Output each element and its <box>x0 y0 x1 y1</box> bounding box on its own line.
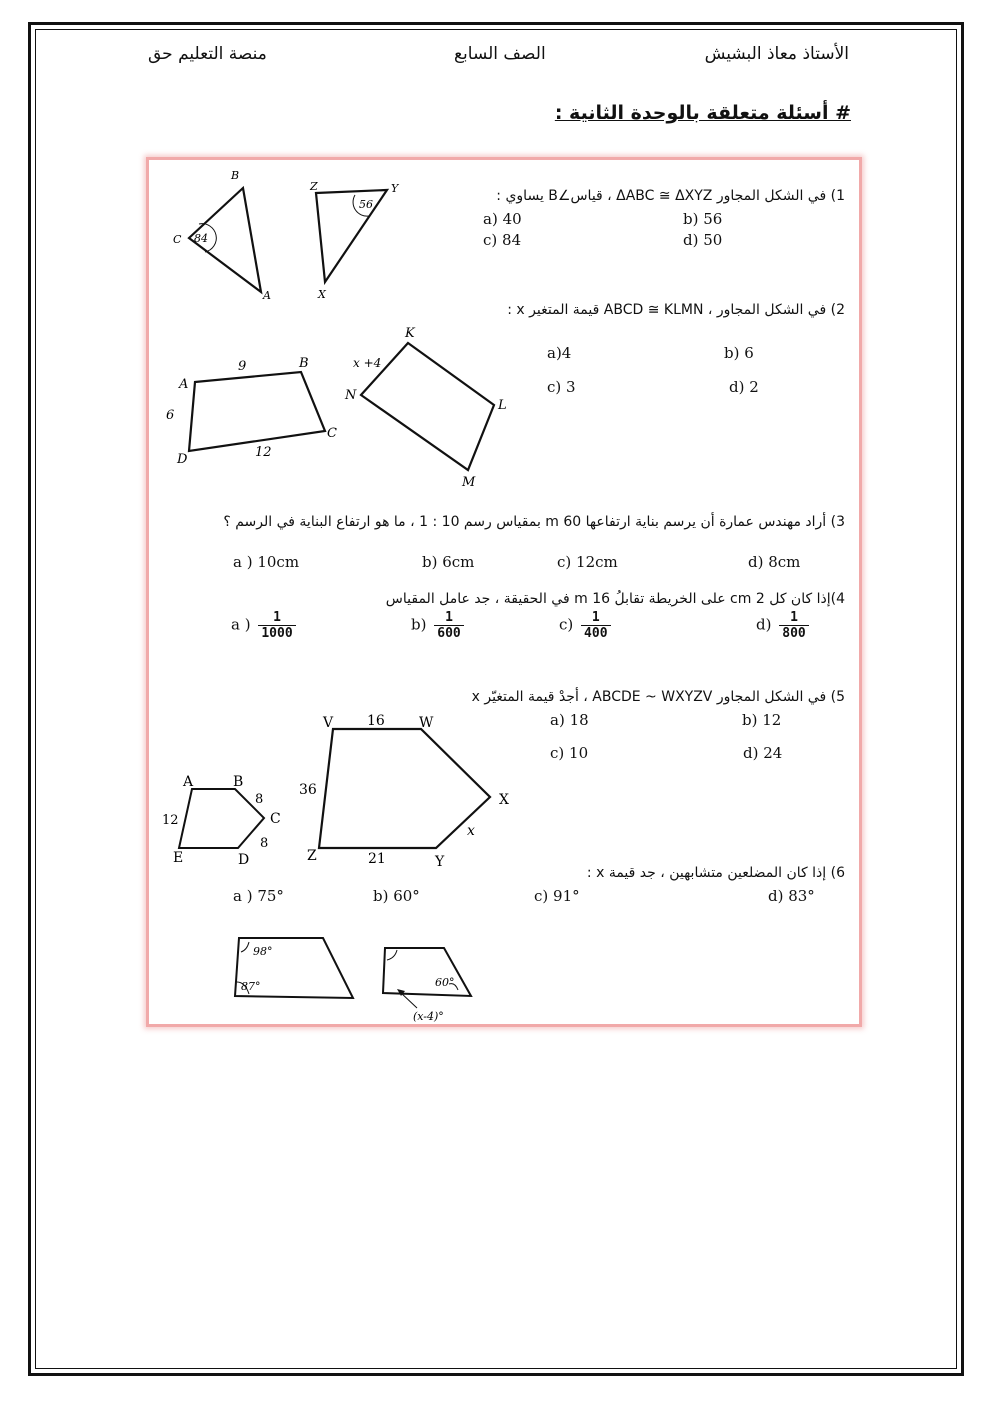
large-side-xy: x <box>467 823 475 839</box>
q5-option-c: c) 10 <box>550 744 589 762</box>
q4-option-b-denominator: 600 <box>434 625 463 641</box>
small-side-cd: 8 <box>260 836 269 851</box>
question-1-text: 1) في الشكل المجاور ΔABC ≅ ΔXYZ ، قياس∠B يساوي : <box>496 188 845 204</box>
q2-quadrilaterals-figure <box>149 320 865 500</box>
q4-option-c-label: c) <box>559 615 574 634</box>
tri1-label-c: C <box>173 233 182 246</box>
quad2-label-m: M <box>462 475 476 490</box>
q1-triangles-figure <box>149 160 865 310</box>
question-5-text: 5) في الشكل المجاور ABCDE ~ WXYZV ، أجدْ قيمة المتغيّر x <box>471 689 845 705</box>
q3-option-b: b) 6cm <box>422 553 475 571</box>
trapezoid-two <box>383 948 471 1023</box>
q2-option-b: b) 6 <box>724 344 754 362</box>
q4-option-d-label: d) <box>756 615 772 634</box>
q5-option-b: b) 12 <box>742 711 782 729</box>
q2-option-d: d) 2 <box>729 378 759 396</box>
platform-name: منصة التعليم حق <box>148 44 267 64</box>
q4-option-b <box>411 610 464 641</box>
tri2-label-x: X <box>318 288 326 301</box>
q4-option-a-label: a ) <box>231 615 251 634</box>
q1-option-b: b) 56 <box>683 210 723 228</box>
quadrilateral-abcd <box>166 356 337 467</box>
trapezoid-one <box>235 938 353 998</box>
q3-option-c: c) 12cm <box>557 553 618 571</box>
q4-option-b-label: b) <box>411 615 427 634</box>
q1-option-c: c) 84 <box>483 231 522 249</box>
q2-option-a: a)4 <box>547 344 572 362</box>
trap2-angle-60: 60° <box>435 976 455 989</box>
q6-quadrilaterals-figure <box>149 920 865 1030</box>
q6-option-b: b) 60° <box>373 887 420 905</box>
question-6-text: 6) إذا كان المضلعين متشابهين ، جد قيمة x : <box>586 865 845 881</box>
q4-option-d-denominator: 800 <box>779 625 808 641</box>
questions-panel <box>146 157 862 1027</box>
small-label-e: E <box>173 850 184 866</box>
trap1-angle-bottom: 87° <box>241 980 261 993</box>
quad2-label-n: N <box>345 388 357 403</box>
tri1-label-a: A <box>263 289 271 302</box>
quad2-label-k: K <box>405 326 415 341</box>
large-label-v: V <box>323 715 334 731</box>
large-label-y: Y <box>435 854 445 870</box>
q4-option-a-numerator: 1 <box>273 610 281 625</box>
q4-option-a-fraction <box>258 610 295 641</box>
q4-option-b-numerator: 1 <box>445 610 453 625</box>
large-label-x: X <box>499 792 509 808</box>
quadrilateral-klmn <box>344 326 507 490</box>
large-side-vw: 16 <box>367 713 385 729</box>
small-label-a: A <box>183 774 194 790</box>
pentagon-abcde <box>162 774 281 868</box>
pentagon-vwxyz <box>299 713 509 870</box>
tri2-label-z: Z <box>310 180 318 193</box>
teacher-name: الأستاذ معاذ البشيش <box>704 44 849 64</box>
q3-option-a: a ) 10cm <box>233 553 300 571</box>
small-side-bc: 8 <box>255 792 264 807</box>
quad1-side-ab: 9 <box>238 359 247 374</box>
tri1-label-b: B <box>231 169 240 182</box>
q6-option-d: d) 83° <box>768 887 815 905</box>
q4-option-c-denominator: 400 <box>581 625 610 641</box>
q4-option-d-fraction <box>779 610 808 641</box>
small-label-b: B <box>233 774 244 790</box>
q5-option-d: d) 24 <box>743 744 783 762</box>
q6-option-a: a ) 75° <box>233 887 284 905</box>
q4-option-a-denominator: 1000 <box>258 625 295 641</box>
q4-option-d <box>756 610 809 641</box>
q2-option-c: c) 3 <box>547 378 576 396</box>
q4-option-a <box>231 610 296 641</box>
question-3-text: 3) أراد مهندس عمارة أن يرسم بناية ارتفاعها 60 m بمقياس رسم 10 : 1 ، ما هو ارتفاع البناية في الرسم ؟ <box>223 514 845 530</box>
q3-option-d: d) 8cm <box>748 553 801 571</box>
q5-option-a: a) 18 <box>550 711 589 729</box>
quad1-label-b: B <box>299 356 309 371</box>
tri2-angle-y: 56 <box>359 198 373 211</box>
trap1-angle-top: 98° <box>253 945 273 958</box>
small-label-c: C <box>270 811 281 827</box>
q1-option-d: d) 50 <box>683 231 723 249</box>
quad2-side-nk: x +4 <box>353 356 382 370</box>
q4-option-b-fraction <box>434 610 463 641</box>
large-label-w: W <box>419 715 434 731</box>
q4-option-c-numerator: 1 <box>591 610 600 625</box>
question-4-text: 4)إذا كان كل 2 cm على الخريطة تقابلُ 16 m في الحقيقة ، جد عامل المقياس <box>385 591 845 607</box>
quad2-label-l: L <box>498 398 507 413</box>
grade-label: الصف السابع <box>454 44 546 64</box>
quad1-label-a: A <box>179 377 189 392</box>
quad1-side-ad: 6 <box>166 408 175 423</box>
tri2-label-y: Y <box>391 182 399 195</box>
q4-option-c <box>559 610 611 641</box>
q1-option-a: a) 40 <box>483 210 522 228</box>
q6-option-c: c) 91° <box>534 887 580 905</box>
large-label-z: Z <box>307 848 317 864</box>
large-side-zy: 21 <box>368 851 386 867</box>
question-2-text: 2) في الشكل المجاور ، ABCD ≅ KLMN قيمة المتغير x : <box>507 302 845 318</box>
triangle-xyz <box>309 180 400 301</box>
page-title: # أسئلة متعلقة بالوحدة الثانية : <box>554 102 851 124</box>
trap2-angle-x: (x-4)° <box>413 1010 444 1023</box>
q5-pentagons-figure <box>149 700 865 870</box>
tri1-angle-c: 84 <box>194 232 208 245</box>
q4-option-d-numerator: 1 <box>790 610 798 625</box>
quad1-label-c: C <box>327 426 337 441</box>
large-side-vz: 36 <box>299 782 317 798</box>
small-side-ae: 12 <box>162 813 179 828</box>
small-label-d: D <box>238 852 250 868</box>
quad1-label-d: D <box>177 452 188 467</box>
triangle-abc <box>173 169 271 302</box>
q4-option-c-fraction <box>581 610 610 641</box>
quad1-side-dc: 12 <box>255 445 272 460</box>
